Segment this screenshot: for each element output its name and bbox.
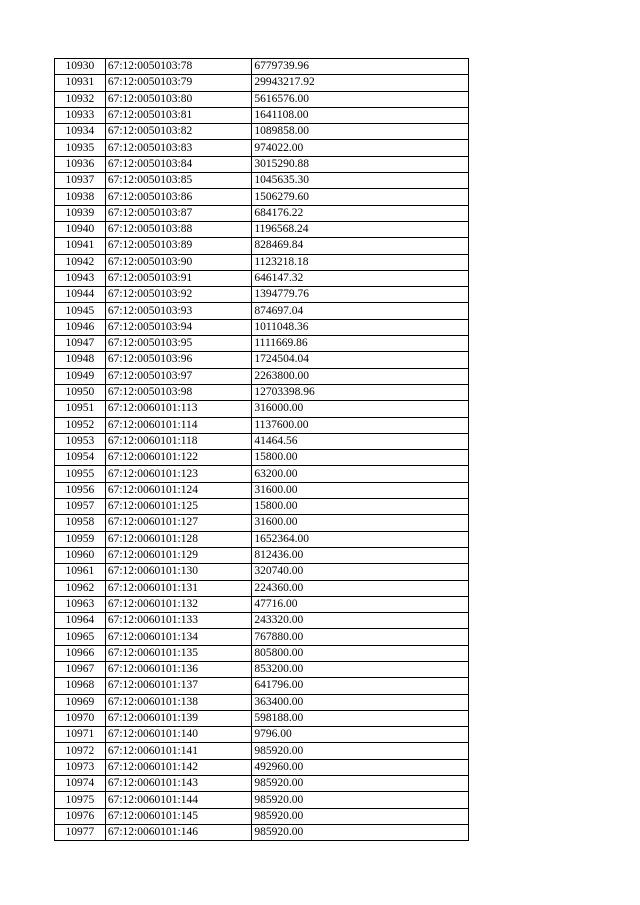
cadastral-number-cell: 67:12:0060101:145 — [105, 808, 251, 824]
cadastral-number-cell: 67:12:0060101:122 — [105, 450, 251, 466]
table-row — [55, 433, 469, 449]
table-row — [55, 466, 469, 482]
table-row — [55, 336, 469, 352]
value-cell: 12703398.96 — [252, 384, 469, 400]
value-cell: 492960.00 — [252, 759, 469, 775]
table-row — [55, 124, 469, 140]
table-row — [55, 824, 469, 840]
cadastral-number-cell: 67:12:0050103:78 — [105, 59, 251, 75]
cadastral-number-cell: 67:12:0050103:84 — [105, 156, 251, 172]
row-number-cell: 10960 — [55, 547, 106, 563]
row-number-cell: 10944 — [55, 287, 106, 303]
value-cell: 320740.00 — [252, 564, 469, 580]
value-cell: 243320.00 — [252, 613, 469, 629]
table-row — [55, 694, 469, 710]
cadastral-number-cell: 67:12:0050103:87 — [105, 205, 251, 221]
row-number-cell: 10932 — [55, 91, 106, 107]
row-number-cell: 10958 — [55, 515, 106, 531]
value-cell: 985920.00 — [252, 808, 469, 824]
value-cell: 828469.84 — [252, 238, 469, 254]
table-row — [55, 238, 469, 254]
value-cell: 684176.22 — [252, 205, 469, 221]
cadastral-number-cell: 67:12:0060101:141 — [105, 743, 251, 759]
value-cell: 1089858.00 — [252, 124, 469, 140]
table-body — [55, 59, 469, 841]
table-row — [55, 401, 469, 417]
cadastral-number-cell: 67:12:0060101:144 — [105, 792, 251, 808]
row-number-cell: 10934 — [55, 124, 106, 140]
value-cell: 29943217.92 — [252, 75, 469, 91]
value-cell: 31600.00 — [252, 482, 469, 498]
row-number-cell: 10973 — [55, 759, 106, 775]
cadastral-number-cell: 67:12:0050103:80 — [105, 91, 251, 107]
value-cell: 1196568.24 — [252, 221, 469, 237]
value-cell: 47716.00 — [252, 596, 469, 612]
row-number-cell: 10930 — [55, 59, 106, 75]
value-cell: 874697.04 — [252, 303, 469, 319]
value-cell: 985920.00 — [252, 743, 469, 759]
table-row — [55, 515, 469, 531]
table-row — [55, 107, 469, 123]
table-row — [55, 205, 469, 221]
row-number-cell: 10961 — [55, 564, 106, 580]
table-row — [55, 776, 469, 792]
value-cell: 985920.00 — [252, 824, 469, 840]
table-row — [55, 710, 469, 726]
table-row — [55, 499, 469, 515]
row-number-cell: 10954 — [55, 450, 106, 466]
row-number-cell: 10943 — [55, 270, 106, 286]
cadastral-number-cell: 67:12:0050103:95 — [105, 336, 251, 352]
cadastral-number-cell: 67:12:0060101:134 — [105, 629, 251, 645]
row-number-cell: 10951 — [55, 401, 106, 417]
row-number-cell: 10968 — [55, 678, 106, 694]
row-number-cell: 10966 — [55, 645, 106, 661]
cadastral-number-cell: 67:12:0060101:129 — [105, 547, 251, 563]
row-number-cell: 10962 — [55, 580, 106, 596]
row-number-cell: 10946 — [55, 319, 106, 335]
value-cell: 641796.00 — [252, 678, 469, 694]
table-row — [55, 91, 469, 107]
value-cell: 316000.00 — [252, 401, 469, 417]
table-row — [55, 352, 469, 368]
row-number-cell: 10938 — [55, 189, 106, 205]
cadastral-number-cell: 67:12:0050103:83 — [105, 140, 251, 156]
row-number-cell: 10972 — [55, 743, 106, 759]
value-cell: 1506279.60 — [252, 189, 469, 205]
table-row — [55, 319, 469, 335]
cadastral-number-cell: 67:12:0050103:90 — [105, 254, 251, 270]
value-cell: 767880.00 — [252, 629, 469, 645]
cadastral-number-cell: 67:12:0050103:88 — [105, 221, 251, 237]
row-number-cell: 10976 — [55, 808, 106, 824]
cadastral-number-cell: 67:12:0060101:133 — [105, 613, 251, 629]
cadastral-number-cell: 67:12:0060101:146 — [105, 824, 251, 840]
table-row — [55, 531, 469, 547]
value-cell: 646147.32 — [252, 270, 469, 286]
cadastral-number-cell: 67:12:0060101:139 — [105, 710, 251, 726]
table-row — [55, 596, 469, 612]
cadastral-number-cell: 67:12:0060101:124 — [105, 482, 251, 498]
cadastral-number-cell: 67:12:0060101:132 — [105, 596, 251, 612]
cadastral-number-cell: 67:12:0050103:82 — [105, 124, 251, 140]
row-number-cell: 10940 — [55, 221, 106, 237]
value-cell: 805800.00 — [252, 645, 469, 661]
row-number-cell: 10936 — [55, 156, 106, 172]
table-row — [55, 547, 469, 563]
value-cell: 1045635.30 — [252, 173, 469, 189]
row-number-cell: 10937 — [55, 173, 106, 189]
row-number-cell: 10945 — [55, 303, 106, 319]
value-cell: 15800.00 — [252, 450, 469, 466]
row-number-cell: 10955 — [55, 466, 106, 482]
cadastral-number-cell: 67:12:0050103:89 — [105, 238, 251, 254]
cadastral-number-cell: 67:12:0050103:98 — [105, 384, 251, 400]
table-row — [55, 645, 469, 661]
row-number-cell: 10950 — [55, 384, 106, 400]
row-number-cell: 10965 — [55, 629, 106, 645]
cadastral-number-cell: 67:12:0060101:118 — [105, 433, 251, 449]
cadastral-number-cell: 67:12:0050103:93 — [105, 303, 251, 319]
value-cell: 1394779.76 — [252, 287, 469, 303]
value-cell: 985920.00 — [252, 776, 469, 792]
value-cell: 812436.00 — [252, 547, 469, 563]
value-cell: 1011048.36 — [252, 319, 469, 335]
value-cell: 974022.00 — [252, 140, 469, 156]
value-cell: 63200.00 — [252, 466, 469, 482]
cadastral-number-cell: 67:12:0060101:125 — [105, 499, 251, 515]
table-row — [55, 384, 469, 400]
cadastral-number-cell: 67:12:0050103:86 — [105, 189, 251, 205]
value-cell: 3015290.88 — [252, 156, 469, 172]
row-number-cell: 10942 — [55, 254, 106, 270]
cadastral-number-cell: 67:12:0060101:123 — [105, 466, 251, 482]
value-cell: 1111669.86 — [252, 336, 469, 352]
table-row — [55, 75, 469, 91]
value-cell: 853200.00 — [252, 661, 469, 677]
value-cell: 6779739.96 — [252, 59, 469, 75]
row-number-cell: 10964 — [55, 613, 106, 629]
cadastral-number-cell: 67:12:0060101:140 — [105, 727, 251, 743]
table-row — [55, 156, 469, 172]
cadastral-number-cell: 67:12:0050103:81 — [105, 107, 251, 123]
cadastral-number-cell: 67:12:0060101:127 — [105, 515, 251, 531]
table-row — [55, 580, 469, 596]
cadastral-number-cell: 67:12:0050103:92 — [105, 287, 251, 303]
cadastral-number-cell: 67:12:0050103:94 — [105, 319, 251, 335]
table-row — [55, 808, 469, 824]
table-row — [55, 189, 469, 205]
row-number-cell: 10957 — [55, 499, 106, 515]
value-cell: 1123218.18 — [252, 254, 469, 270]
data-table — [54, 58, 469, 841]
row-number-cell: 10971 — [55, 727, 106, 743]
value-cell: 2263800.00 — [252, 368, 469, 384]
table-row — [55, 743, 469, 759]
value-cell: 224360.00 — [252, 580, 469, 596]
cadastral-number-cell: 67:12:0060101:137 — [105, 678, 251, 694]
table-row — [55, 221, 469, 237]
row-number-cell: 10975 — [55, 792, 106, 808]
table-row — [55, 482, 469, 498]
row-number-cell: 10953 — [55, 433, 106, 449]
value-cell: 985920.00 — [252, 792, 469, 808]
value-cell: 1652364.00 — [252, 531, 469, 547]
table-row — [55, 417, 469, 433]
row-number-cell: 10952 — [55, 417, 106, 433]
value-cell: 5616576.00 — [252, 91, 469, 107]
table-row — [55, 59, 469, 75]
value-cell: 1641108.00 — [252, 107, 469, 123]
table-row — [55, 287, 469, 303]
cadastral-number-cell: 67:12:0060101:143 — [105, 776, 251, 792]
cadastral-number-cell: 67:12:0060101:130 — [105, 564, 251, 580]
table-row — [55, 450, 469, 466]
value-cell: 15800.00 — [252, 499, 469, 515]
value-cell: 598188.00 — [252, 710, 469, 726]
row-number-cell: 10941 — [55, 238, 106, 254]
cadastral-number-cell: 67:12:0050103:96 — [105, 352, 251, 368]
cadastral-number-cell: 67:12:0060101:136 — [105, 661, 251, 677]
cadastral-number-cell: 67:12:0060101:138 — [105, 694, 251, 710]
row-number-cell: 10949 — [55, 368, 106, 384]
table-row — [55, 303, 469, 319]
cadastral-number-cell: 67:12:0050103:91 — [105, 270, 251, 286]
table-row — [55, 678, 469, 694]
cadastral-number-cell: 67:12:0050103:85 — [105, 173, 251, 189]
value-cell: 1137600.00 — [252, 417, 469, 433]
row-number-cell: 10977 — [55, 824, 106, 840]
cadastral-number-cell: 67:12:0060101:131 — [105, 580, 251, 596]
table-row — [55, 140, 469, 156]
cadastral-number-cell: 67:12:0050103:97 — [105, 368, 251, 384]
row-number-cell: 10939 — [55, 205, 106, 221]
cadastral-number-cell: 67:12:0060101:142 — [105, 759, 251, 775]
cadastral-number-cell: 67:12:0050103:79 — [105, 75, 251, 91]
table-row — [55, 759, 469, 775]
cadastral-number-cell: 67:12:0060101:113 — [105, 401, 251, 417]
table-row — [55, 613, 469, 629]
table-row — [55, 368, 469, 384]
value-cell: 363400.00 — [252, 694, 469, 710]
row-number-cell: 10931 — [55, 75, 106, 91]
row-number-cell: 10959 — [55, 531, 106, 547]
value-cell: 1724504.04 — [252, 352, 469, 368]
row-number-cell: 10969 — [55, 694, 106, 710]
row-number-cell: 10974 — [55, 776, 106, 792]
row-number-cell: 10933 — [55, 107, 106, 123]
table-row — [55, 254, 469, 270]
table-row — [55, 792, 469, 808]
table-row — [55, 173, 469, 189]
table-row — [55, 270, 469, 286]
cadastral-number-cell: 67:12:0060101:135 — [105, 645, 251, 661]
row-number-cell: 10935 — [55, 140, 106, 156]
table-row — [55, 564, 469, 580]
row-number-cell: 10947 — [55, 336, 106, 352]
row-number-cell: 10956 — [55, 482, 106, 498]
cadastral-number-cell: 67:12:0060101:114 — [105, 417, 251, 433]
row-number-cell: 10963 — [55, 596, 106, 612]
value-cell: 41464.56 — [252, 433, 469, 449]
value-cell: 9796.00 — [252, 727, 469, 743]
row-number-cell: 10948 — [55, 352, 106, 368]
cadastral-number-cell: 67:12:0060101:128 — [105, 531, 251, 547]
table-row — [55, 629, 469, 645]
row-number-cell: 10970 — [55, 710, 106, 726]
value-cell: 31600.00 — [252, 515, 469, 531]
row-number-cell: 10967 — [55, 661, 106, 677]
table-row — [55, 661, 469, 677]
table-row — [55, 727, 469, 743]
